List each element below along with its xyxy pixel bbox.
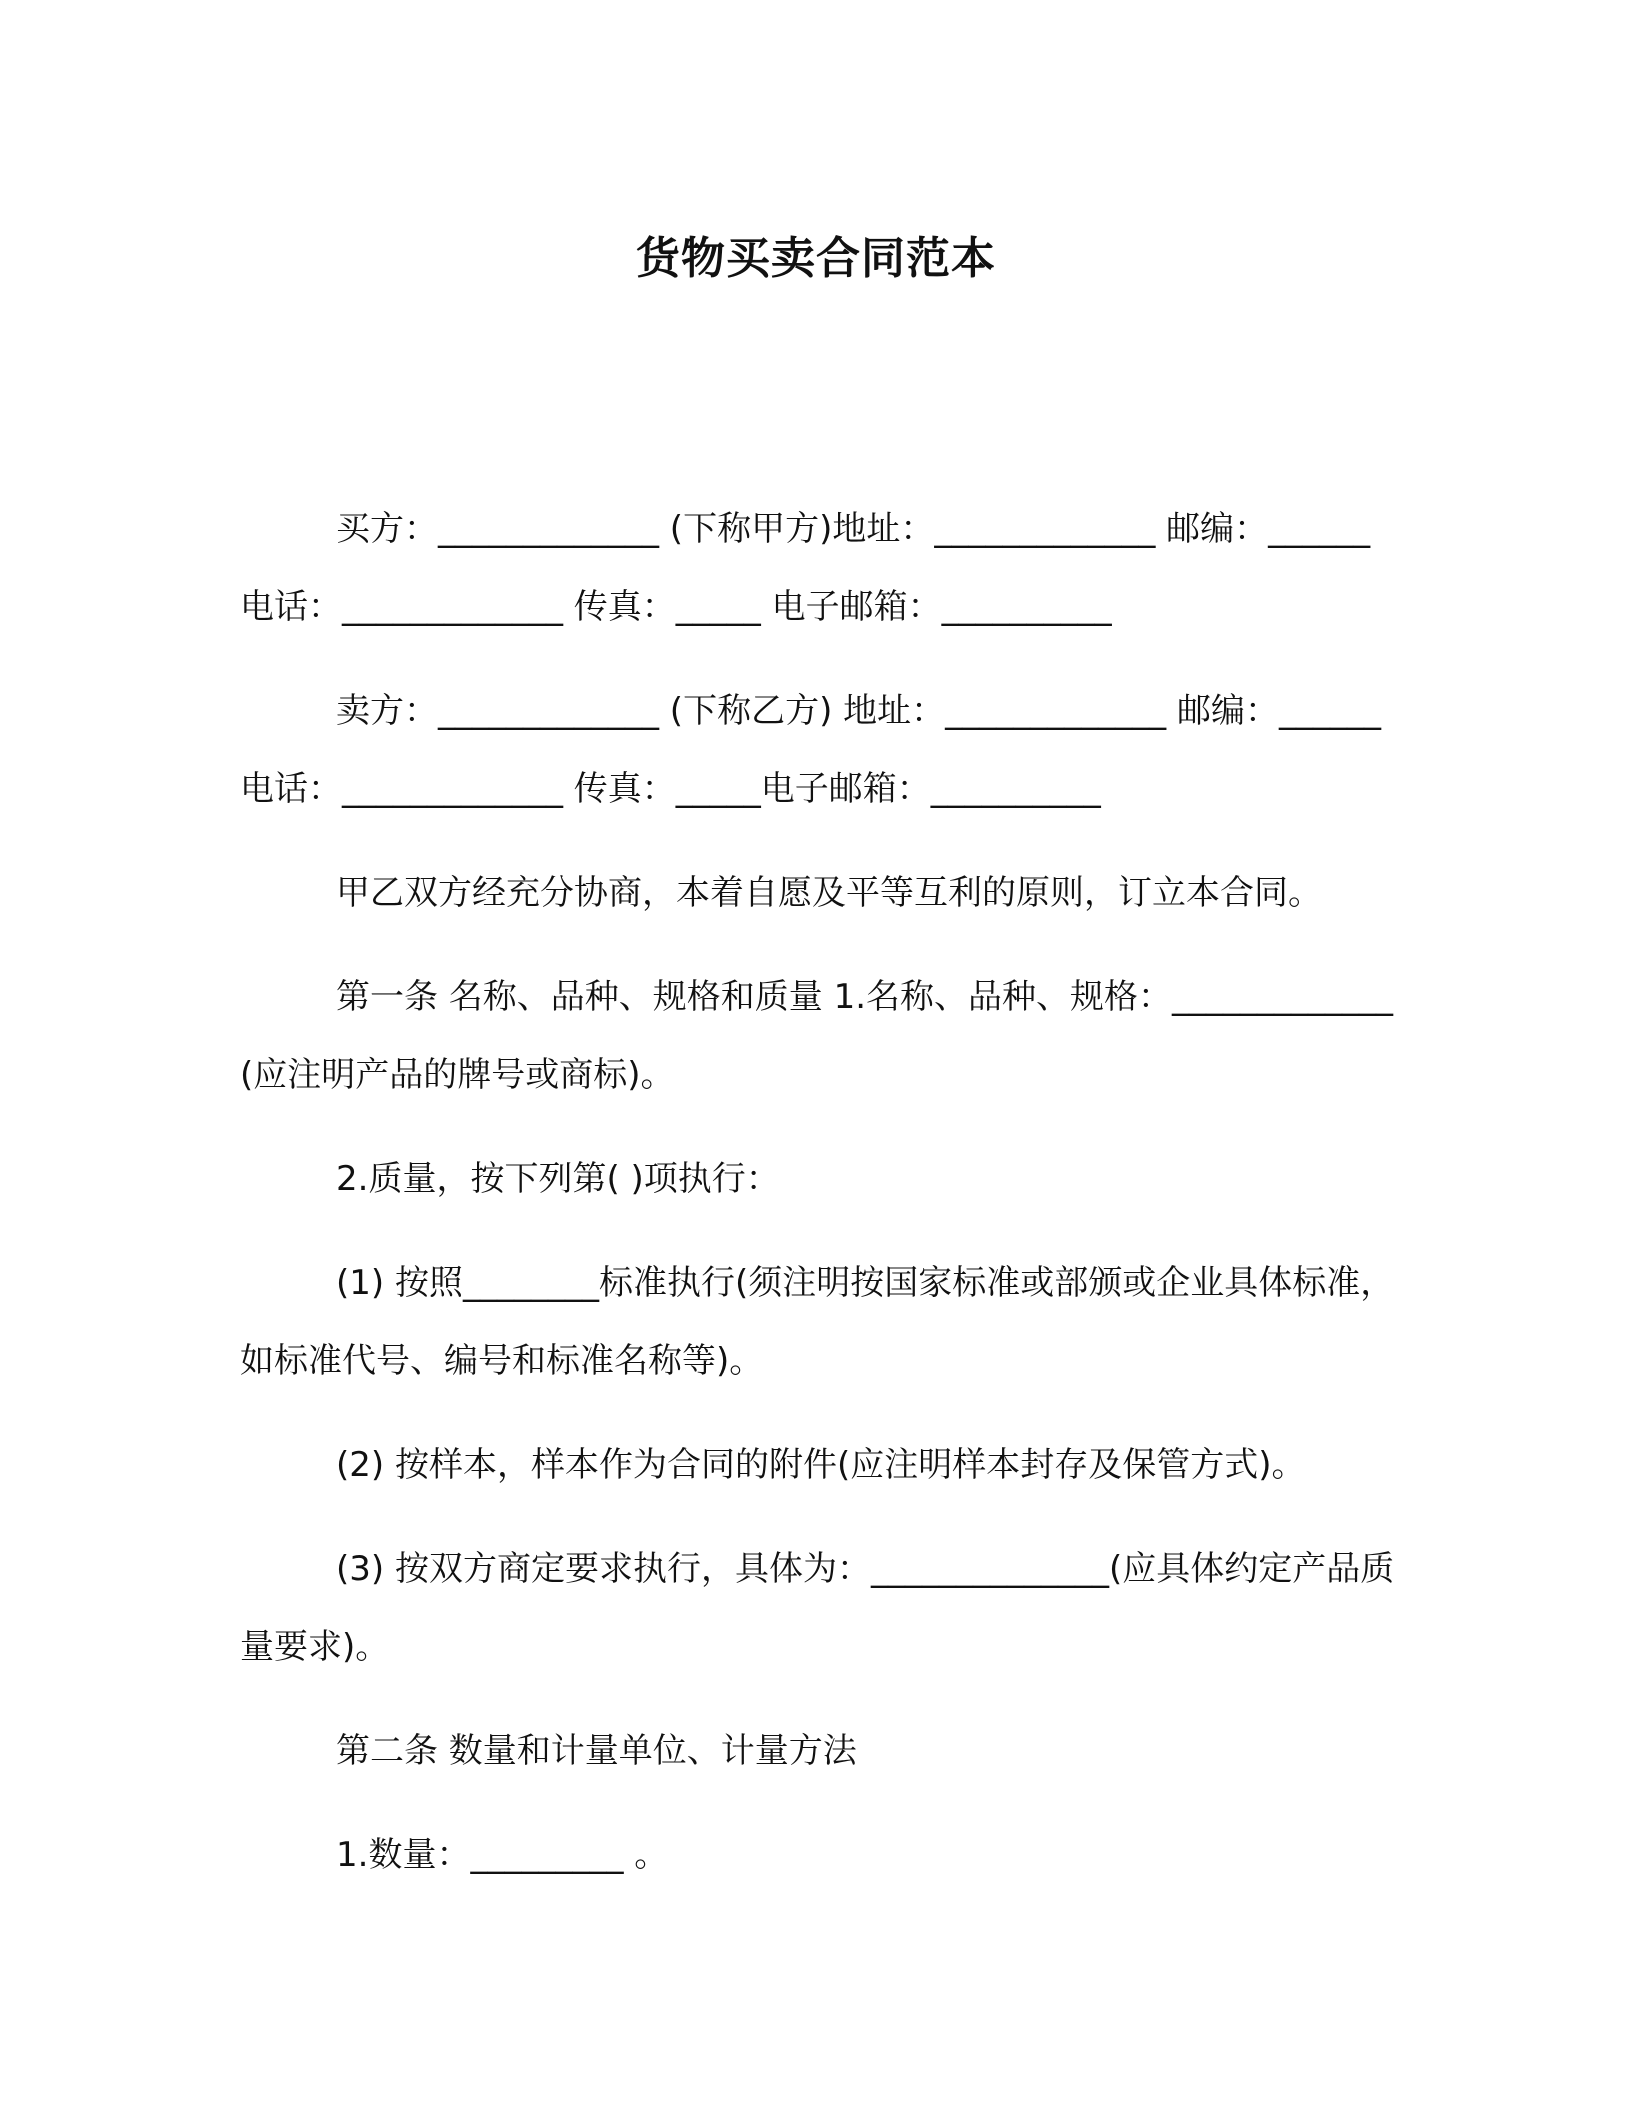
seller-info-paragraph: 卖方：_____________ (下称乙方) 地址：_____________ 邮编：______ 电话：_____________ 传真：_____电子邮箱：__________ <box>240 691 1381 809</box>
buyer-info-paragraph: 买方：_____________ (下称甲方)地址：_____________ 邮编：______ 电话：_____________ 传真：_____ 电子邮箱：__________ <box>240 509 1371 627</box>
quantity-paragraph: 1.数量：_________ 。 <box>336 1835 669 1875</box>
document-body <box>240 490 1400 1920</box>
quality-option-3-paragraph: (3) 按双方商定要求执行，具体为：______________(应具体约定产品质量要求)。 <box>240 1549 1395 1667</box>
article-two-heading: 第二条 数量和计量单位、计量方法 <box>336 1731 857 1771</box>
document-title: 货物买卖合同范本 <box>636 233 996 284</box>
quality-clause-paragraph: 2.质量，按下列第( )项执行： <box>336 1159 780 1199</box>
agreement-intro-paragraph: 甲乙双方经充分协商，本着自愿及平等互利的原则，订立本合同。 <box>336 873 1322 913</box>
article-one-paragraph: 第一条 名称、品种、规格和质量 1.名称、品种、规格：_____________ (应注明产品的牌号或商标)。 <box>240 977 1394 1095</box>
quality-option-1-paragraph: (1) 按照________标准执行(须注明按国家标准或部颁或企业具体标准，如标准代号、编号和标准名称等)。 <box>240 1263 1395 1381</box>
quality-option-2-paragraph: (2) 按样本，样本作为合同的附件(应注明样本封存及保管方式)。 <box>336 1445 1306 1485</box>
